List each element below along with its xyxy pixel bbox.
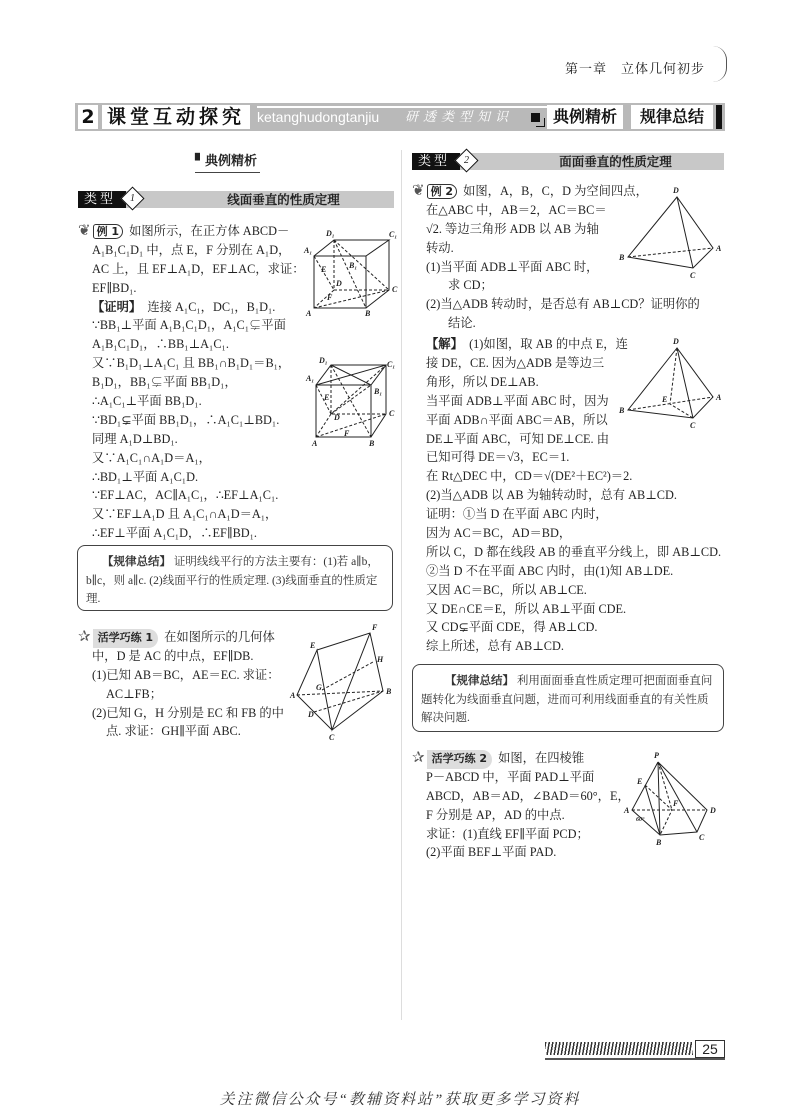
label: C	[392, 285, 398, 294]
label: D	[673, 337, 679, 346]
label: D	[308, 710, 314, 719]
text-line: 角形，所以 DE⊥AB.	[426, 374, 539, 389]
label: E	[310, 641, 316, 650]
text-line: 如图所示，在正方体 ABCD－	[129, 224, 290, 238]
text-line: ∴BD₁⊥平面 A₁C₁D.	[92, 469, 199, 484]
label: B	[386, 687, 392, 696]
example-badge: 例 1	[93, 224, 123, 239]
tetrahedron-figure-1	[618, 186, 722, 280]
text-line: A₁B₁C₁D₁ 中，点 E，F 分别在 A₁D，	[92, 242, 291, 257]
text-line: ∴A₁C₁⊥平面 BB₁D₁.	[92, 394, 202, 409]
text-line: (2)当△ADB 转动时，是否总有 AB⊥CD？证明你的	[426, 297, 700, 312]
text-line: ∵EF⊥AC，AC∥A₁C₁，∴EF⊥A₁C₁.	[92, 488, 279, 503]
label: H	[377, 655, 384, 664]
text-line: 证明：①当 D 在平面 ABC 内时，	[426, 507, 608, 522]
section-title: 课堂互动探究	[102, 105, 250, 129]
section-number: 2	[78, 105, 98, 129]
page-number-block	[545, 1040, 725, 1058]
text-line: 点. 求证：GH∥平面 ABC.	[106, 724, 241, 739]
label: D	[710, 806, 716, 815]
section-pinyin: ketanghudongtanjiu	[257, 109, 380, 125]
text-line: 又∵EF⊥A₁D 且 A₁C₁∩A₁D＝A₁，	[92, 507, 278, 522]
label: D	[334, 413, 340, 422]
polyhedron-figure	[289, 623, 392, 742]
text-line: 求 CD；	[448, 278, 493, 293]
type-label: 类型	[78, 191, 126, 208]
label: D	[673, 186, 679, 195]
text-line: (2)当△ADB 以 AB 为轴转动时，总有 AB⊥CD.	[426, 488, 677, 503]
label: C	[329, 733, 335, 742]
subheading-text: 典例精析	[205, 154, 258, 169]
text-line: 如图，A，B，C，D 为空间四点，	[463, 184, 648, 198]
label: A	[306, 309, 312, 318]
label: A	[290, 691, 296, 700]
text-line: A₁B₁C₁D₁，∴BB₁⊥A₁C₁.	[92, 337, 229, 352]
pyramid-figure	[623, 751, 716, 847]
label: B	[365, 309, 371, 318]
cube-figure-1	[303, 229, 398, 318]
label: B	[656, 838, 662, 847]
label: D₁	[319, 356, 328, 365]
label: 60°	[636, 817, 645, 823]
text-line: 又因 AC＝BC，所以 AB⊥CE.	[426, 582, 587, 597]
text-line: 如图，在四棱锥	[498, 751, 585, 765]
label: D₁	[326, 229, 335, 238]
summary-label: 【规律总结】	[102, 554, 171, 568]
label: A	[716, 393, 722, 402]
text-line: ∵BD₁⊊平面 BB₁D₁，∴A₁C₁⊥BD₁.	[92, 412, 280, 427]
tab-examples: 典例精析	[547, 105, 623, 129]
label: E	[637, 777, 643, 786]
type-title: 线面垂直的性质定理	[227, 192, 340, 207]
page-rule	[545, 1058, 725, 1060]
type-number-badge: 1	[120, 186, 144, 210]
text-line: 求证：(1)直线 EF∥平面 PCD；	[426, 826, 589, 841]
label: A	[716, 244, 722, 253]
text-line: 接 DE，CE. 因为△ADB 是等边三	[426, 356, 605, 371]
practice-badge: 活学巧练 2	[427, 750, 492, 769]
text-line: AC⊥FB；	[106, 686, 162, 701]
square-icon: ▘	[195, 154, 205, 169]
text-line: 又∵B₁D₁⊥A₁C₁ 且 BB₁∩B₁D₁＝B₁，	[92, 356, 291, 371]
label: E	[662, 395, 668, 404]
text-line: (1)当平面 ADB⊥平面 ABC 时，	[426, 259, 599, 274]
text-line: 所以 C，D 都在线段 AB 的垂直平分线上，即 AB⊥CD.	[426, 544, 722, 559]
label: G	[316, 683, 322, 692]
text-line: (1)已知 AB＝BC，AE＝EC. 求证：	[92, 667, 280, 682]
label: D	[336, 279, 342, 288]
text-line: 在 Rt△DEC 中，CD＝√(DE²＋EC²)＝2.	[426, 469, 633, 484]
tab-summary: 规律总结	[631, 105, 713, 129]
label: F	[344, 429, 350, 438]
text-line: 已知可得 DE＝√3，EC＝1.	[426, 450, 570, 465]
practice-badge: 活学巧练 1	[93, 629, 158, 648]
text-line: ∴EF⊥平面 A₁C₁D，∴EF∥BD₁.	[92, 526, 258, 541]
text-line: (2)已知 G，H 分别是 EC 和 FB 的中	[92, 705, 284, 720]
text-line: F 分别是 AP，AD 的中点.	[426, 807, 565, 822]
leaf-icon: ❦	[78, 223, 91, 239]
summary-text: 利用面面垂直性质定理可把面面垂直问题转化为线面垂直问题，进而可利用线面垂直的有关性质解决问题.	[421, 675, 713, 724]
text-line: 当平面 ADB⊥平面 ABC 时，因为	[426, 393, 609, 408]
cube-figure-2	[305, 356, 395, 448]
label: A	[624, 806, 630, 815]
label: E	[324, 393, 330, 402]
label: A₁	[306, 374, 315, 383]
label: C	[690, 271, 696, 280]
leaf-icon: ❦	[412, 183, 425, 199]
text-line: 因为 AC＝BC，AD＝BD，	[426, 526, 572, 541]
chapter-title: 第一章 立体几何初步	[565, 62, 706, 77]
text-line: P－ABCD 中，平面 PAD⊥平面	[426, 769, 595, 784]
label: C₁	[389, 230, 398, 239]
label: C	[389, 409, 395, 418]
label: A	[312, 439, 318, 448]
text-line: AC 上，且 EF⊥A₁D，EF⊥AC，求证：	[92, 261, 305, 276]
dotted-pattern	[545, 1042, 693, 1055]
text-line: (2)平面 BEF⊥平面 PAD.	[426, 845, 557, 860]
text-line: 在△ABC 中，AB＝2，AC＝BC＝	[426, 202, 607, 217]
type-number-badge: 2	[454, 148, 478, 172]
text-line: 在如图所示的几何体	[164, 630, 275, 644]
text-line: 中，D 是 AC 的中点，EF∥DB.	[92, 648, 254, 663]
label: B	[369, 439, 375, 448]
text-line: (1)如图，取 AB 的中点 E，连	[469, 337, 628, 352]
type-label: 类型	[412, 153, 460, 170]
text-line: 同理 A₁D⊥BD₁.	[92, 431, 178, 446]
text-line: 转动.	[426, 240, 454, 255]
text-line: 平面 ADB∩平面 ABC＝AB，所以	[426, 412, 608, 427]
text-line: 连接 A₁C₁，DC₁，B₁D₁.	[147, 299, 276, 314]
label: B	[619, 253, 625, 262]
label: C	[690, 421, 696, 430]
text-line: EF∥BD₁.	[92, 280, 137, 295]
footer-note: 关注微信公众号“教辅资料站”获取更多学习资料	[219, 1092, 581, 1108]
example-badge: 例 2	[427, 184, 457, 199]
text-line: 结论.	[448, 316, 476, 331]
summary-label: 【规律总结】	[445, 673, 514, 687]
text-line: ∵BB₁⊥平面 A₁B₁C₁D₁，A₁C₁⊊平面	[92, 318, 286, 333]
label: P	[654, 751, 659, 760]
label: C	[699, 833, 705, 842]
text-line: 又 DE∩CE＝E，所以 AB⊥平面 CDE.	[426, 601, 627, 616]
text-line: 又 CD⊊平面 CDE，得 AB⊥CD.	[426, 620, 598, 635]
label: C₁	[387, 360, 396, 369]
star-icon: ✰	[78, 629, 91, 645]
text-line: √2. 等边三角形 ADB 以 AB 为轴	[426, 221, 599, 236]
label: B₁	[349, 261, 358, 270]
label: B	[619, 406, 625, 415]
label: B₁	[374, 387, 383, 396]
text-line: ABCD，AB＝AD，∠BAD＝60°，E，	[426, 788, 630, 803]
page-number: 25	[695, 1040, 725, 1058]
text-line: B₁D₁，BB₁⊊平面 BB₁D₁，	[92, 375, 237, 390]
summary-text: 证明线线平行的方法主要有：(1)若 a∥b，b∥c，则 a∥c. (2)线面平行的性质定理. (3)线面垂直的性质定理.	[86, 556, 379, 605]
type-title: 面面垂直的性质定理	[559, 154, 672, 169]
label: A₁	[304, 246, 313, 255]
text-line: 又∵A₁C₁∩A₁D＝A₁，	[92, 450, 211, 465]
text-line: 综上所述，总有 AB⊥CD.	[426, 639, 564, 654]
label: E	[321, 265, 327, 274]
solution-label: 【解】	[426, 337, 457, 352]
section-motto: 研透类型知识	[405, 109, 514, 124]
star-icon: ✰	[412, 750, 425, 766]
text-line: ②当 D 不在平面 ABC 内时，由(1)知 AB⊥DE.	[426, 563, 674, 578]
proof-label: 【证明】	[92, 299, 136, 314]
text-line: DE⊥平面 ABC，可知 DE⊥CE. 由	[426, 431, 609, 446]
tetrahedron-figure-2	[618, 337, 722, 430]
label: F	[327, 293, 333, 302]
label: F	[673, 799, 679, 808]
label: F	[372, 623, 378, 632]
